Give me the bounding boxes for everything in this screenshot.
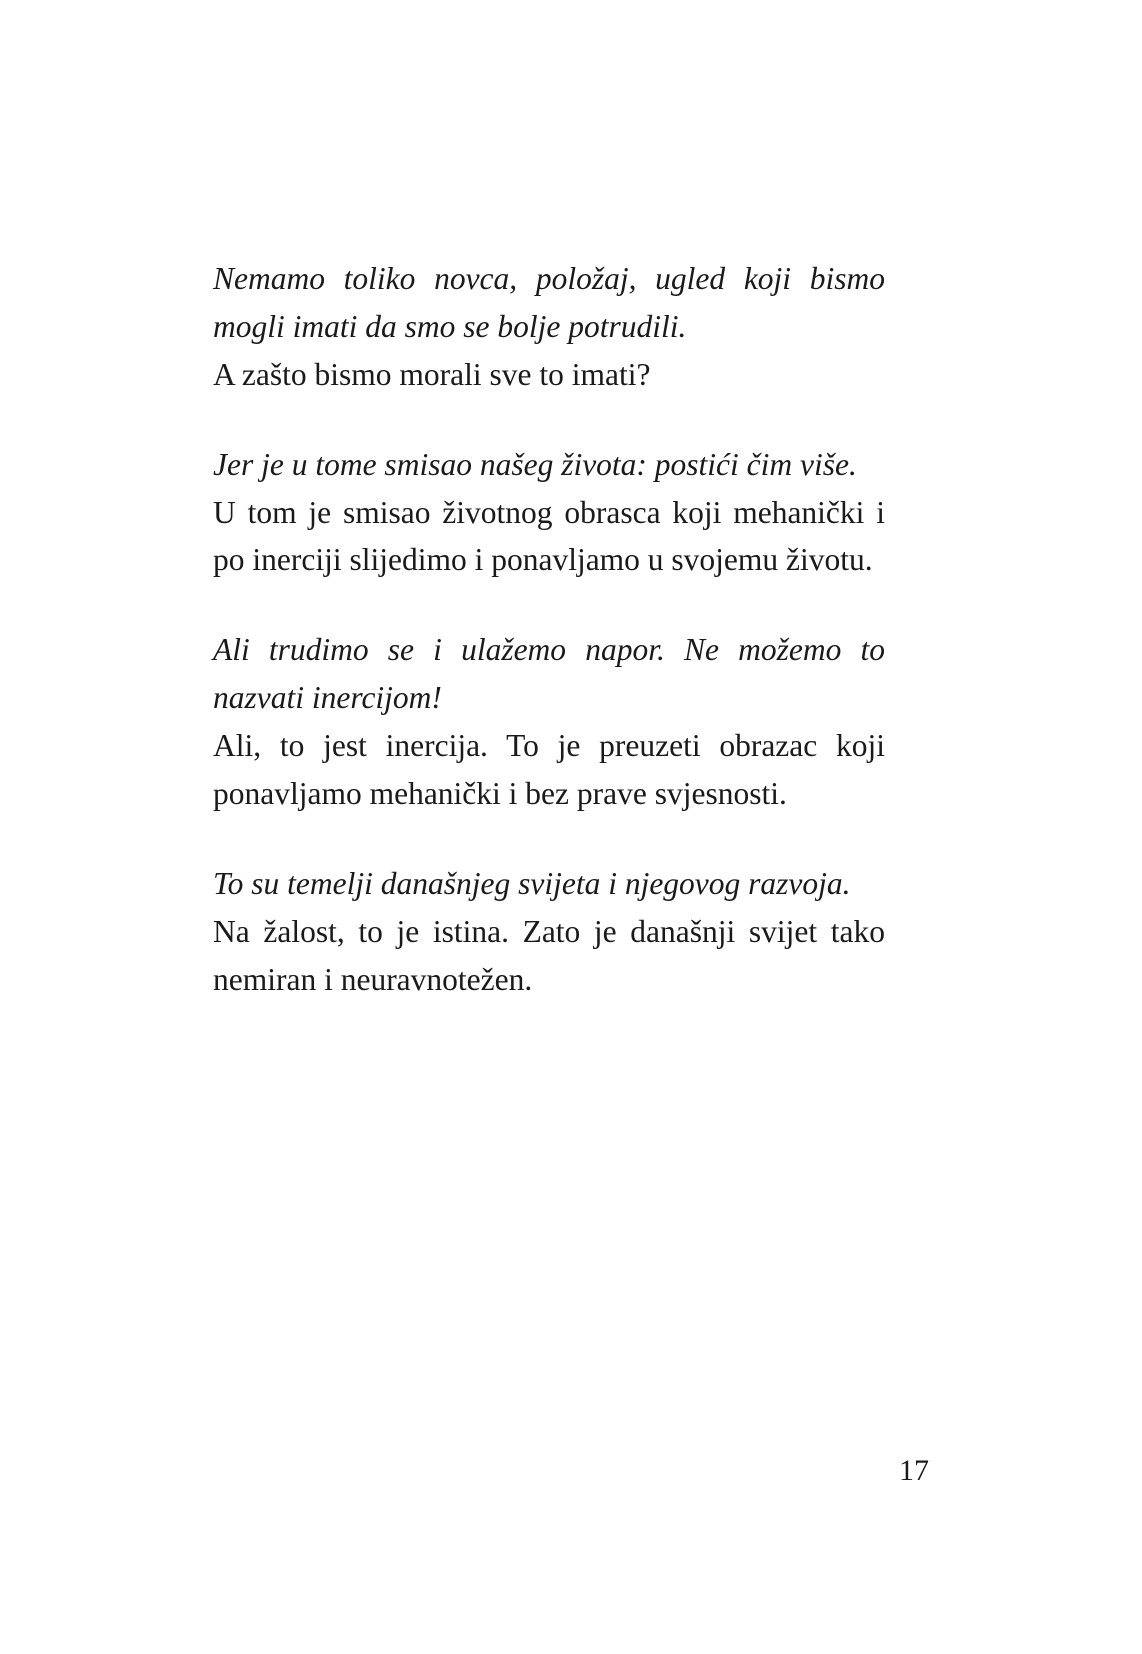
- question-paragraph: To su temelji današnjeg svijeta i njegovog razvoja.: [213, 865, 851, 901]
- answer-paragraph: Ali, to jest inercija. To je preuzeti obrazac koji ponavljamo mehanički i bez prave svjesnosti.: [213, 728, 885, 811]
- page-number: 17: [899, 1454, 929, 1487]
- dialogue-block: [213, 860, 885, 1004]
- question-paragraph: Jer je u tome smisao našeg života: postići čim više.: [213, 446, 857, 482]
- dialogue-block: [213, 255, 885, 399]
- page-text-body: [213, 255, 885, 1003]
- answer-paragraph: Na žalost, to je istina. Zato je današnji svijet tako nemiran i neuravnotežen.: [213, 913, 885, 997]
- answer-paragraph: U tom je smisao životnog obrasca koji mehanički i po inerciji slijedimo i ponavljamo u svojemu životu.: [213, 494, 885, 578]
- question-paragraph: Ali trudimo se i ulažemo napor. Ne možemo to nazvati inercijom!: [213, 632, 885, 716]
- question-paragraph: Nemamo toliko novca, položaj, ugled koji bismo mogli imati da smo se bolje potrudili.: [213, 261, 885, 344]
- answer-paragraph: A zašto bismo morali sve to imati?: [213, 356, 651, 392]
- dialogue-block: [213, 441, 885, 585]
- dialogue-block: [213, 626, 885, 818]
